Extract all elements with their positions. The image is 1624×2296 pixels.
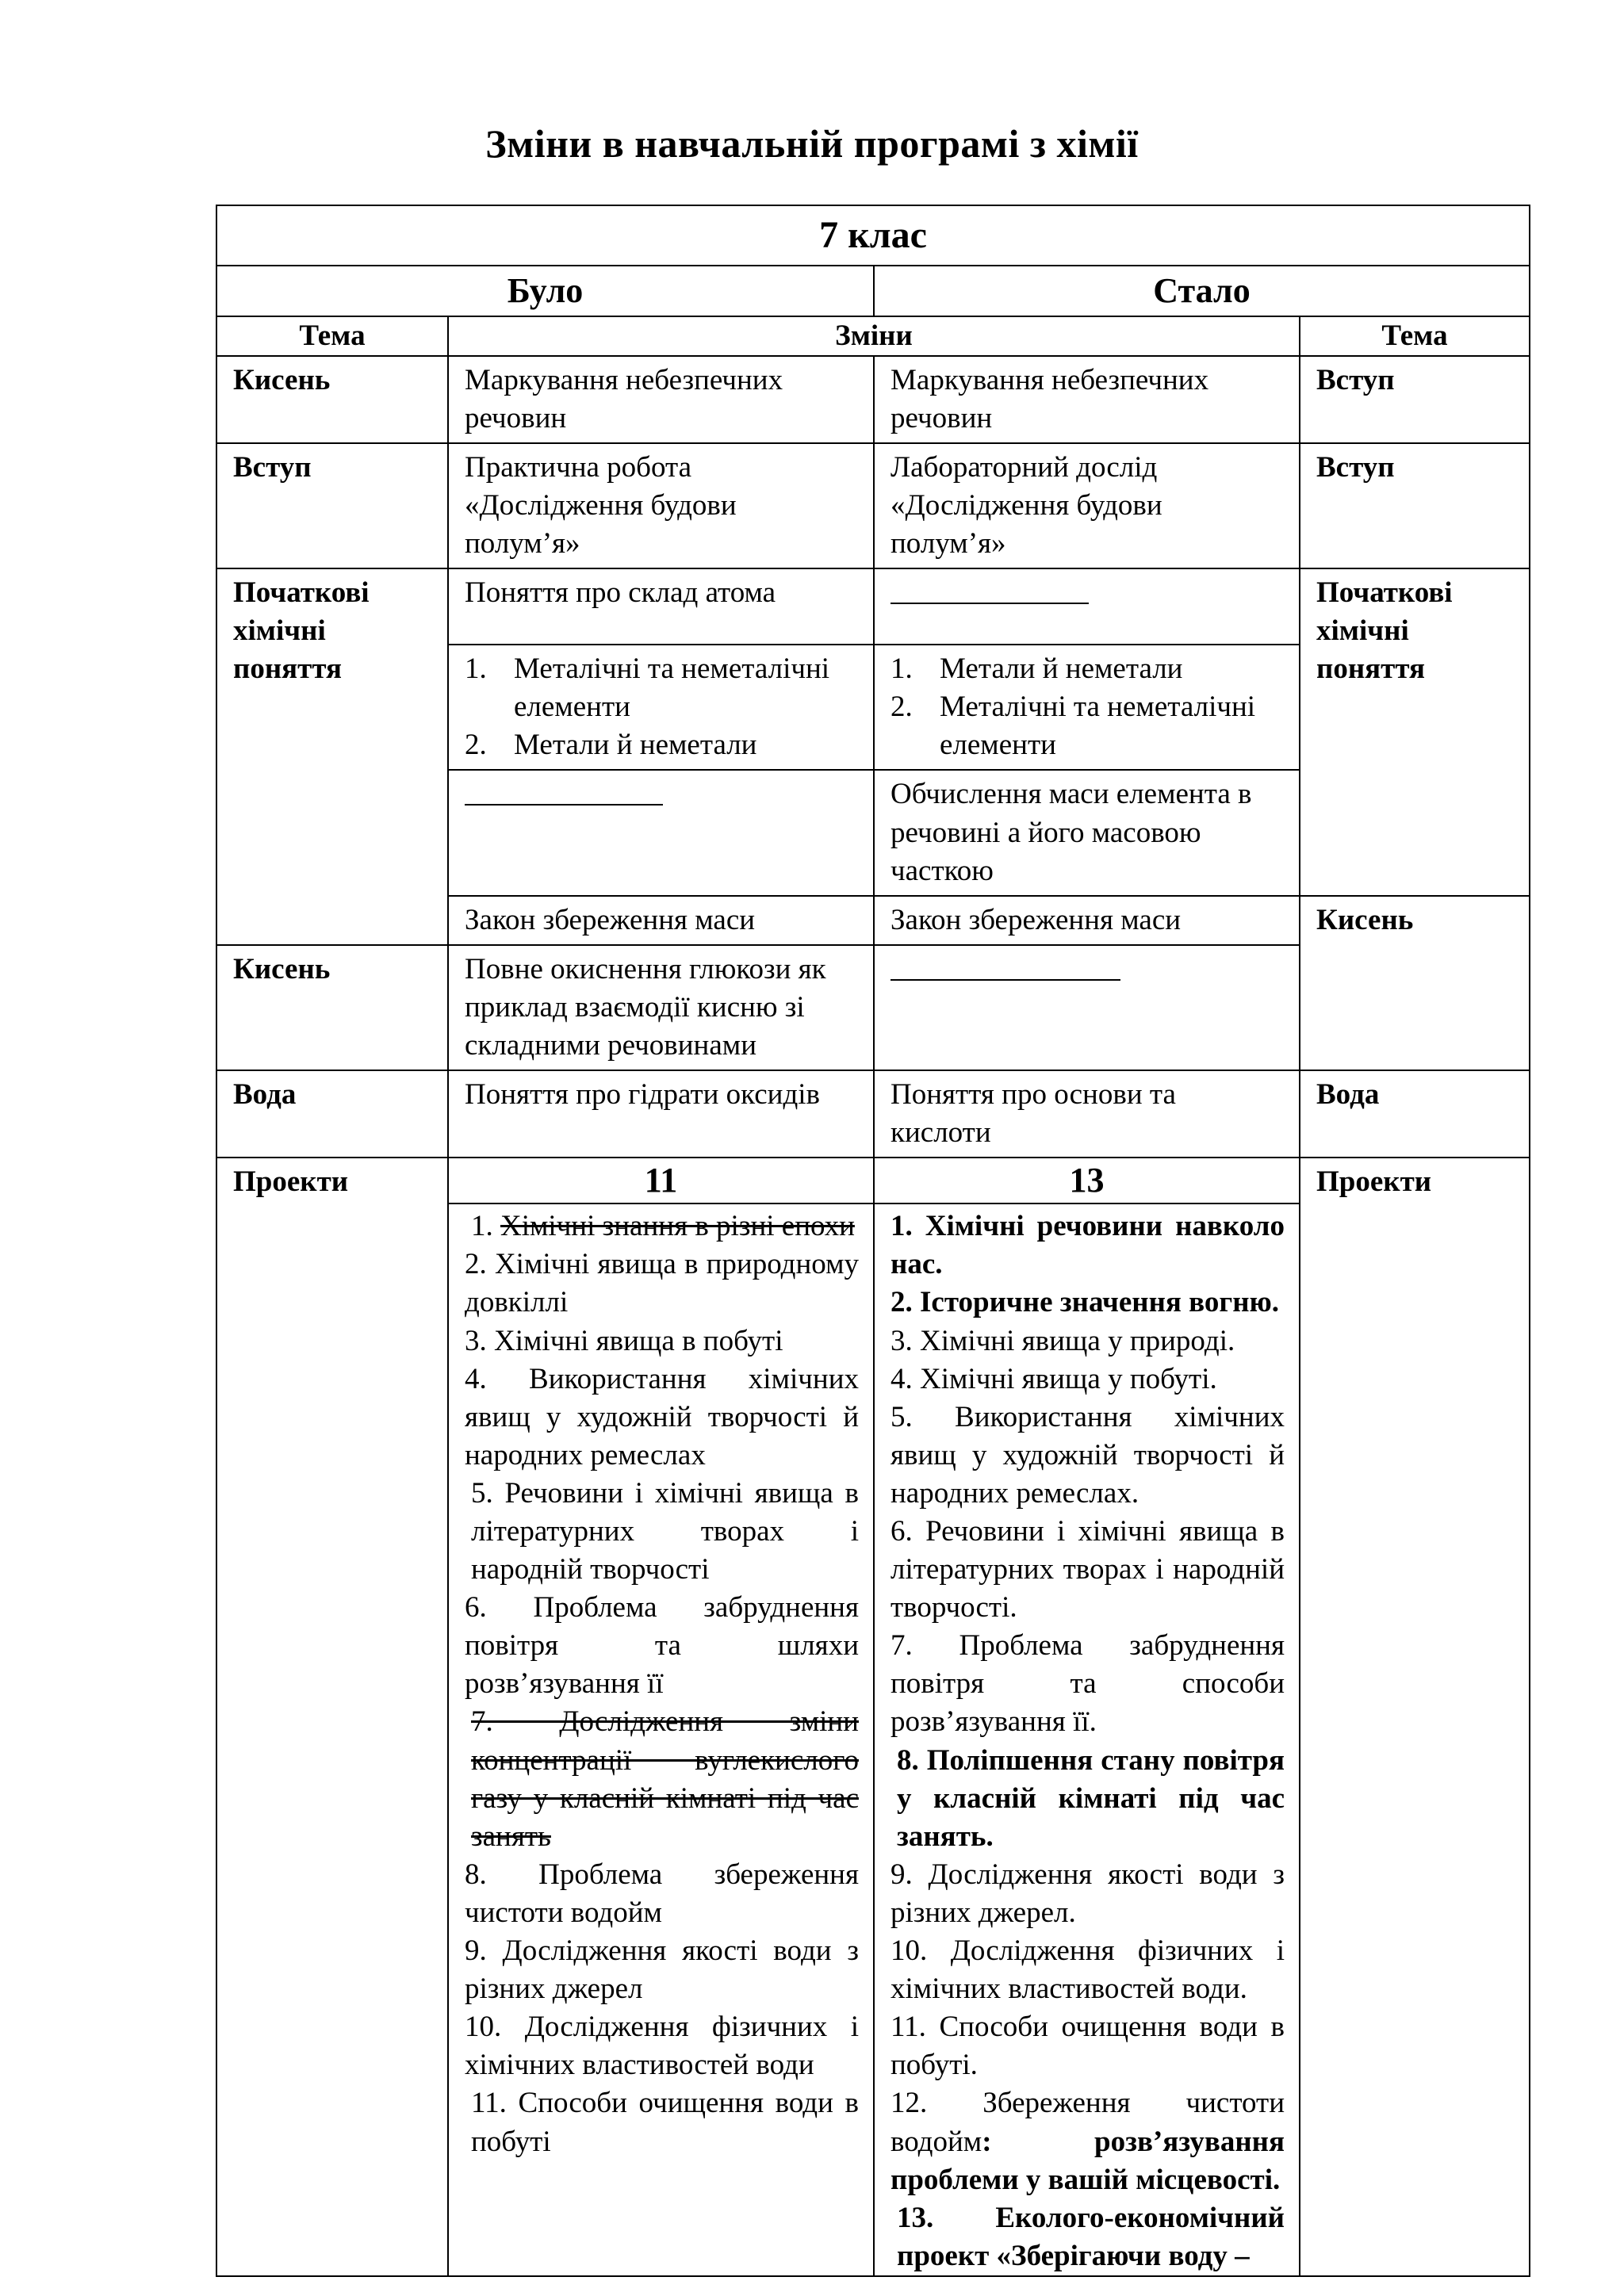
change-before: Закон збереження маси: [448, 896, 874, 945]
header-changes: Зміни: [448, 316, 1300, 356]
change-before-empty: [448, 770, 874, 895]
topic-before: Кисень: [216, 945, 448, 1070]
list-item: 2. Метали й неметали: [465, 729, 757, 762]
list-item: 7. Проблема забруднення повітря та способи розв’язування її.: [891, 1629, 1285, 1739]
topic-after: Початкові хімічні поняття: [1300, 568, 1530, 896]
grade-heading: 7 клас: [216, 205, 1530, 266]
list-item: 2. Хімічні явища в природному довкіллі: [465, 1248, 859, 1319]
change-before: Маркування небезпечних речовин: [448, 356, 874, 443]
change-before: Поняття про гідрати оксидів: [448, 1070, 874, 1158]
projects-after: [874, 1203, 1300, 2276]
table-row: [216, 568, 1530, 645]
change-before: Повне окиснення глюкози як приклад взаємодії кисню зі складними речовинами: [448, 945, 874, 1070]
subheader-row: [216, 316, 1530, 356]
grade-row: [216, 205, 1530, 266]
list-item: 11. Способи очищення води в побуті.: [891, 2011, 1285, 2082]
empty-dash: [891, 951, 1120, 981]
list-item: 5. Використання хімічних явищ у художній творчості й народних ремеслах.: [891, 1400, 1285, 1510]
topic-after: Кисень: [1300, 896, 1530, 1070]
change-before: Практична робота «Дослідження будови полум’я»: [448, 443, 874, 568]
list-item: 1. Хімічні знання в різні епохи: [471, 1210, 855, 1243]
header-topic-before: Тема: [216, 316, 448, 356]
list-item: 2. Металічні та неметалічні елементи: [891, 691, 1256, 762]
table-row: [216, 1070, 1530, 1158]
list-item: 8. Проблема збереження чистоти водойм: [465, 1858, 859, 1929]
topic-before: Початкові хімічні поняття: [216, 568, 448, 945]
list-item: 6. Проблема забруднення повітря та шляхи розв’язування її: [465, 1591, 859, 1701]
removed-project: 7. Дослідження зміни концентрації вуглекислого газу у класній кімнаті під час занять: [471, 1705, 859, 1853]
list-item: 9. Дослідження якості води з різних джерел.: [891, 1858, 1285, 1929]
page-title: Зміни в навчальній програмі з хімії: [485, 121, 1139, 166]
header-before: Було: [216, 266, 874, 316]
change-after-empty: [874, 568, 1300, 645]
empty-dash: [891, 574, 1089, 604]
projects-before: [448, 1203, 874, 2276]
header-row: [216, 266, 1530, 316]
header-topic-after: Тема: [1300, 316, 1530, 356]
change-before: Поняття про склад атома: [448, 568, 874, 645]
empty-dash: [465, 775, 663, 806]
change-after: Поняття про основи та кислоти: [874, 1070, 1300, 1158]
list-item: 10. Дослідження фізичних і хімічних властивостей води.: [891, 1934, 1285, 2006]
list-item: 1. Металічні та неметалічні елементи: [465, 652, 830, 724]
topic-after: Вступ: [1300, 356, 1530, 443]
list-item: 3. Хімічні явища в побуті: [465, 1324, 783, 1357]
projects-count-after: 13: [874, 1158, 1300, 1203]
table-row: [216, 443, 1530, 568]
list-item: 1. Хімічні речовини навколо нас.: [891, 1210, 1285, 1281]
list-item: 12. Збереження чистоти водойм: розв’язування проблеми у вашій місцевості.: [891, 2087, 1285, 2196]
change-after: Маркування небезпечних речовин: [874, 356, 1300, 443]
list-item: 8. Поліпшення стану повітря у класній кімнаті під час занять.: [897, 1743, 1285, 1853]
topic-before: Кисень: [216, 356, 448, 443]
list-item: 4. Використання хімічних явищ у художній творчості й народних ремеслах: [465, 1362, 859, 1471]
topic-after: Вода: [1300, 1070, 1530, 1158]
removed-project: Хімічні знання в різні епохи: [500, 1210, 855, 1243]
change-after: Обчислення маси елемента в речовині а його масовою часткою: [874, 770, 1300, 895]
list-item: 13. Еколого-економічний проект «Зберігаючи воду –: [897, 2201, 1285, 2272]
list-item: 4. Хімічні явища у побуті.: [891, 1362, 1217, 1395]
projects-count-row: [216, 1158, 1530, 1203]
list-item: 1. Метали й неметали: [891, 652, 1183, 686]
header-after: Стало: [874, 266, 1530, 316]
projects-count-before: 11: [448, 1158, 874, 1203]
list-item: 9. Дослідження якості води з різних джерел: [465, 1934, 859, 2006]
change-after-empty: [874, 945, 1300, 1070]
change-after: Закон збереження маси: [874, 896, 1300, 945]
change-after: [874, 645, 1300, 770]
list-item: 2. Історичне значення вогню.: [891, 1286, 1280, 1319]
list-item: 5. Речовини і хімічні явища в літературних творах і народній творчості: [471, 1476, 859, 1586]
list-item: 10. Дослідження фізичних і хімічних властивостей води: [465, 2011, 859, 2082]
topic-before: Вода: [216, 1070, 448, 1158]
program-changes-table: [216, 205, 1530, 2277]
list-item: 6. Речовини і хімічні явища в літературних творах і народній творчості.: [891, 1515, 1285, 1624]
list-item: 3. Хімічні явища у природі.: [891, 1324, 1235, 1357]
list-item: 11. Способи очищення води в побуті: [471, 2087, 859, 2158]
topic-before: Вступ: [216, 443, 448, 568]
change-after: Лабораторний дослід «Дослідження будови полум’я»: [874, 443, 1300, 568]
change-before: [448, 645, 874, 770]
topic-after: Вступ: [1300, 443, 1530, 568]
table-row: [216, 356, 1530, 443]
topic-after: Проекти: [1300, 1158, 1530, 2276]
topic-before: Проекти: [216, 1158, 448, 2276]
